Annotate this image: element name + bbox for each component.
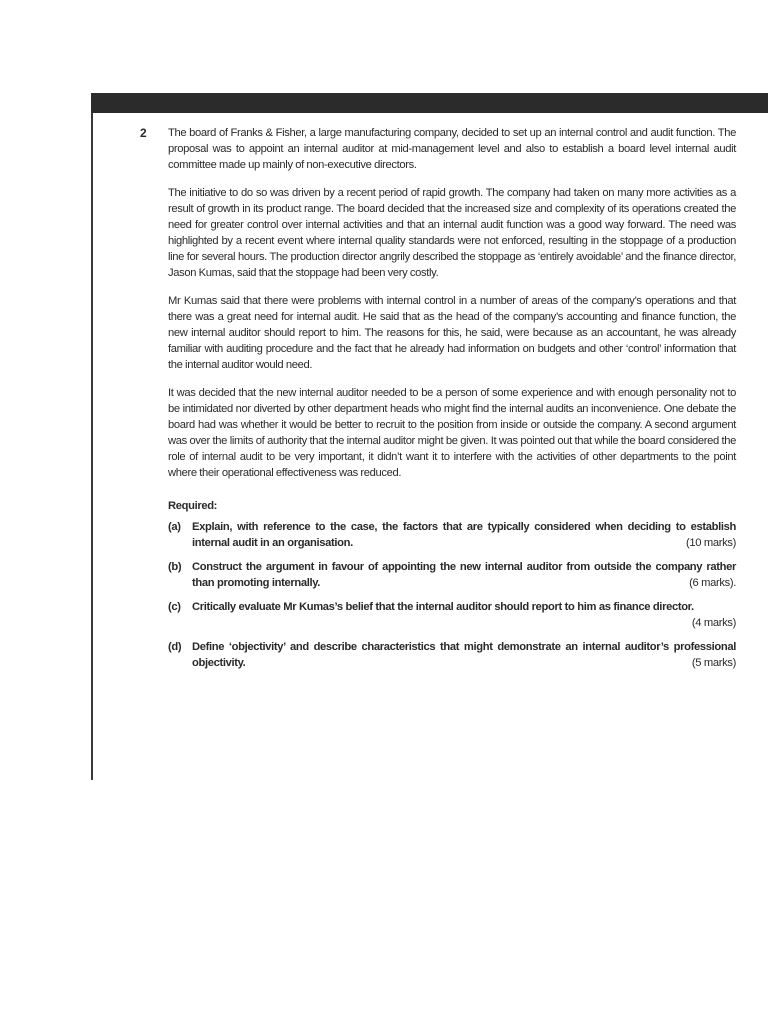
case-paragraph-3: Mr Kumas said that there were problems with internal control in a number of areas of the company’s operations and that there was a great need for internal audit. He said that as the head of the company’s accounting and finance function, the new internal auditor should report to him. The reasons for this, he said, were because as an accountant, he was already familiar with auditing procedure and the fact that he already had information on budgets and other ‘control’ information that the internal auditor would need. xyxy=(168,295,736,371)
part-text: Construct the argument in favour of appointing the new internal auditor from outside the company rather than promoting internally. xyxy=(192,561,736,589)
case-paragraph-1: The board of Franks & Fisher, a large manufacturing company, decided to set up an internal control and audit function. The proposal was to appoint an internal auditor at mid-management level and also to establish a board level internal audit committee made up mainly of non-executive directors. xyxy=(168,127,736,171)
part-label: (a) xyxy=(168,521,181,533)
question-part-a xyxy=(168,519,736,551)
question-number: 2 xyxy=(140,126,147,140)
part-label: (c) xyxy=(168,601,181,613)
part-marks: (5 marks) xyxy=(691,657,736,669)
question-part-b xyxy=(168,559,736,591)
case-paragraph-4: It was decided that the new internal auditor needed to be a person of some experience and with enough personality not to be intimidated nor diverted by other department heads who might find the internal audits an inconvenience. One debate the board had was whether it would be better to recruit to the position from inside or outside the company. A second argument was over the limits of authority that the internal auditor might be given. It was pointed out that while the board considered the role of internal audit to be very important, it didn’t want it to interfere with the activities of other departments to the point where their operational effectiveness was reduced. xyxy=(168,387,736,479)
question-part-d xyxy=(168,639,736,671)
part-body xyxy=(192,519,736,551)
left-margin-rule xyxy=(91,113,93,780)
part-label: (d) xyxy=(168,641,182,653)
part-marks: (10 marks) xyxy=(686,537,736,549)
required-heading: Required: xyxy=(168,500,218,512)
part-marks: (6 marks). xyxy=(689,577,736,589)
part-label: (b) xyxy=(168,561,182,573)
part-body xyxy=(192,559,736,591)
part-body xyxy=(192,639,736,671)
part-text: Critically evaluate Mr Kumas’s belief that the internal auditor should report to him as finance director. xyxy=(192,601,694,613)
page-top-bar xyxy=(91,93,768,113)
part-text: Explain, with reference to the case, the factors that are typically considered when deciding to establish internal audit in an organisation. xyxy=(192,521,736,549)
part-body xyxy=(192,599,736,631)
part-marks: (4 marks) xyxy=(691,617,736,629)
question-block xyxy=(140,122,740,679)
part-text: Define ‘objectivity’ and describe characteristics that might demonstrate an internal auditor’s professional objectivity. xyxy=(192,641,736,669)
question-part-c xyxy=(168,599,736,631)
question-body xyxy=(168,122,736,671)
case-paragraph-2: The initiative to do so was driven by a recent period of rapid growth. The company had taken on many more activities as a result of growth in its product range. The board decided that the increased size and complexity of its operations created the need for greater control over internal activities and that an internal audit function was a good way forward. The need was highlighted by a recent event where internal quality standards were not enforced, resulting in the stoppage of a production line for several hours. The production director angrily described the stoppage as ‘entirely avoidable’ and the finance director, Jason Kumas, said that the stoppage had been very costly. xyxy=(168,187,736,279)
